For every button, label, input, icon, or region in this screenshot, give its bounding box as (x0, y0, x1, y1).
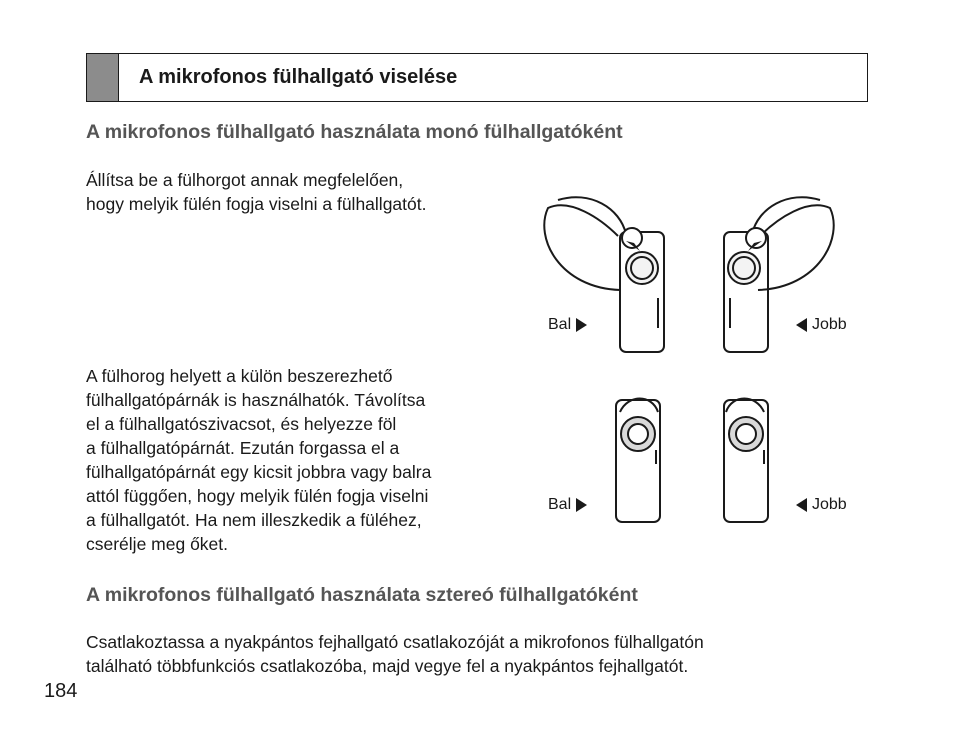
text-line: található többfunkciós csatlakozóba, majd vegye fel a nyakpántos fejhallgatót. (86, 656, 689, 676)
figure-label-text: Jobb (812, 496, 847, 513)
page-number: 184 (44, 680, 78, 702)
mono-heading: A mikrofonos fülhallgató használata monó fülhallgatóként (86, 121, 623, 143)
text-line: a fülhallgatót. Ha nem illeszkedik a füléhez, (86, 510, 422, 530)
mono-paragraph-1 (86, 168, 426, 216)
headset-ear-gel-right-illustration (718, 390, 778, 526)
arrow-right-icon (576, 498, 587, 512)
figure-label-text: Bal (548, 496, 572, 513)
figure-label-text: Jobb (812, 316, 847, 333)
label-left-gel (548, 496, 587, 514)
stereo-heading: A mikrofonos fülhallgató használata sztereó fülhallgatóként (86, 584, 638, 606)
label-left-hook (548, 316, 587, 334)
text-line: a fülhallgatópárnát. Ezután forgassa el a (86, 438, 400, 458)
label-right-gel (796, 496, 847, 514)
label-right-hook (796, 316, 847, 334)
text-line: fülhallgatópárnát egy kicsit jobbra vagy balra (86, 462, 432, 482)
text-line: A fülhorog helyett a külön beszerezhető (86, 366, 393, 386)
text-line: fülhallgatópárnák is használhatók. Távolítsa (86, 390, 426, 410)
section-header (86, 53, 868, 102)
arrow-right-icon (576, 318, 587, 332)
section-tab-marker (87, 54, 119, 101)
mono-paragraph-2 (86, 364, 431, 556)
section-title: A mikrofonos fülhallgató viselése (139, 66, 458, 88)
text-line: cserélje meg őket. (86, 534, 229, 554)
text-line: attól függően, hogy melyik fülén fogja viselni (86, 486, 429, 506)
text-line: Állítsa be a fülhorgot annak megfelelően, (86, 170, 404, 190)
arrow-left-icon (796, 318, 807, 332)
arrow-left-icon (796, 498, 807, 512)
text-line: el a fülhallgatószivacsot, és helyezze föl (86, 414, 397, 434)
stereo-paragraph (86, 630, 704, 678)
figure-label-text: Bal (548, 316, 572, 333)
text-line: hogy melyik fülén fogja viselni a fülhallgatót. (86, 194, 427, 214)
headset-ear-gel-left-illustration (610, 390, 670, 526)
text-line: Csatlakoztassa a nyakpántos fejhallgató csatlakozóját a mikrofonos fülhallgatón (86, 632, 704, 652)
